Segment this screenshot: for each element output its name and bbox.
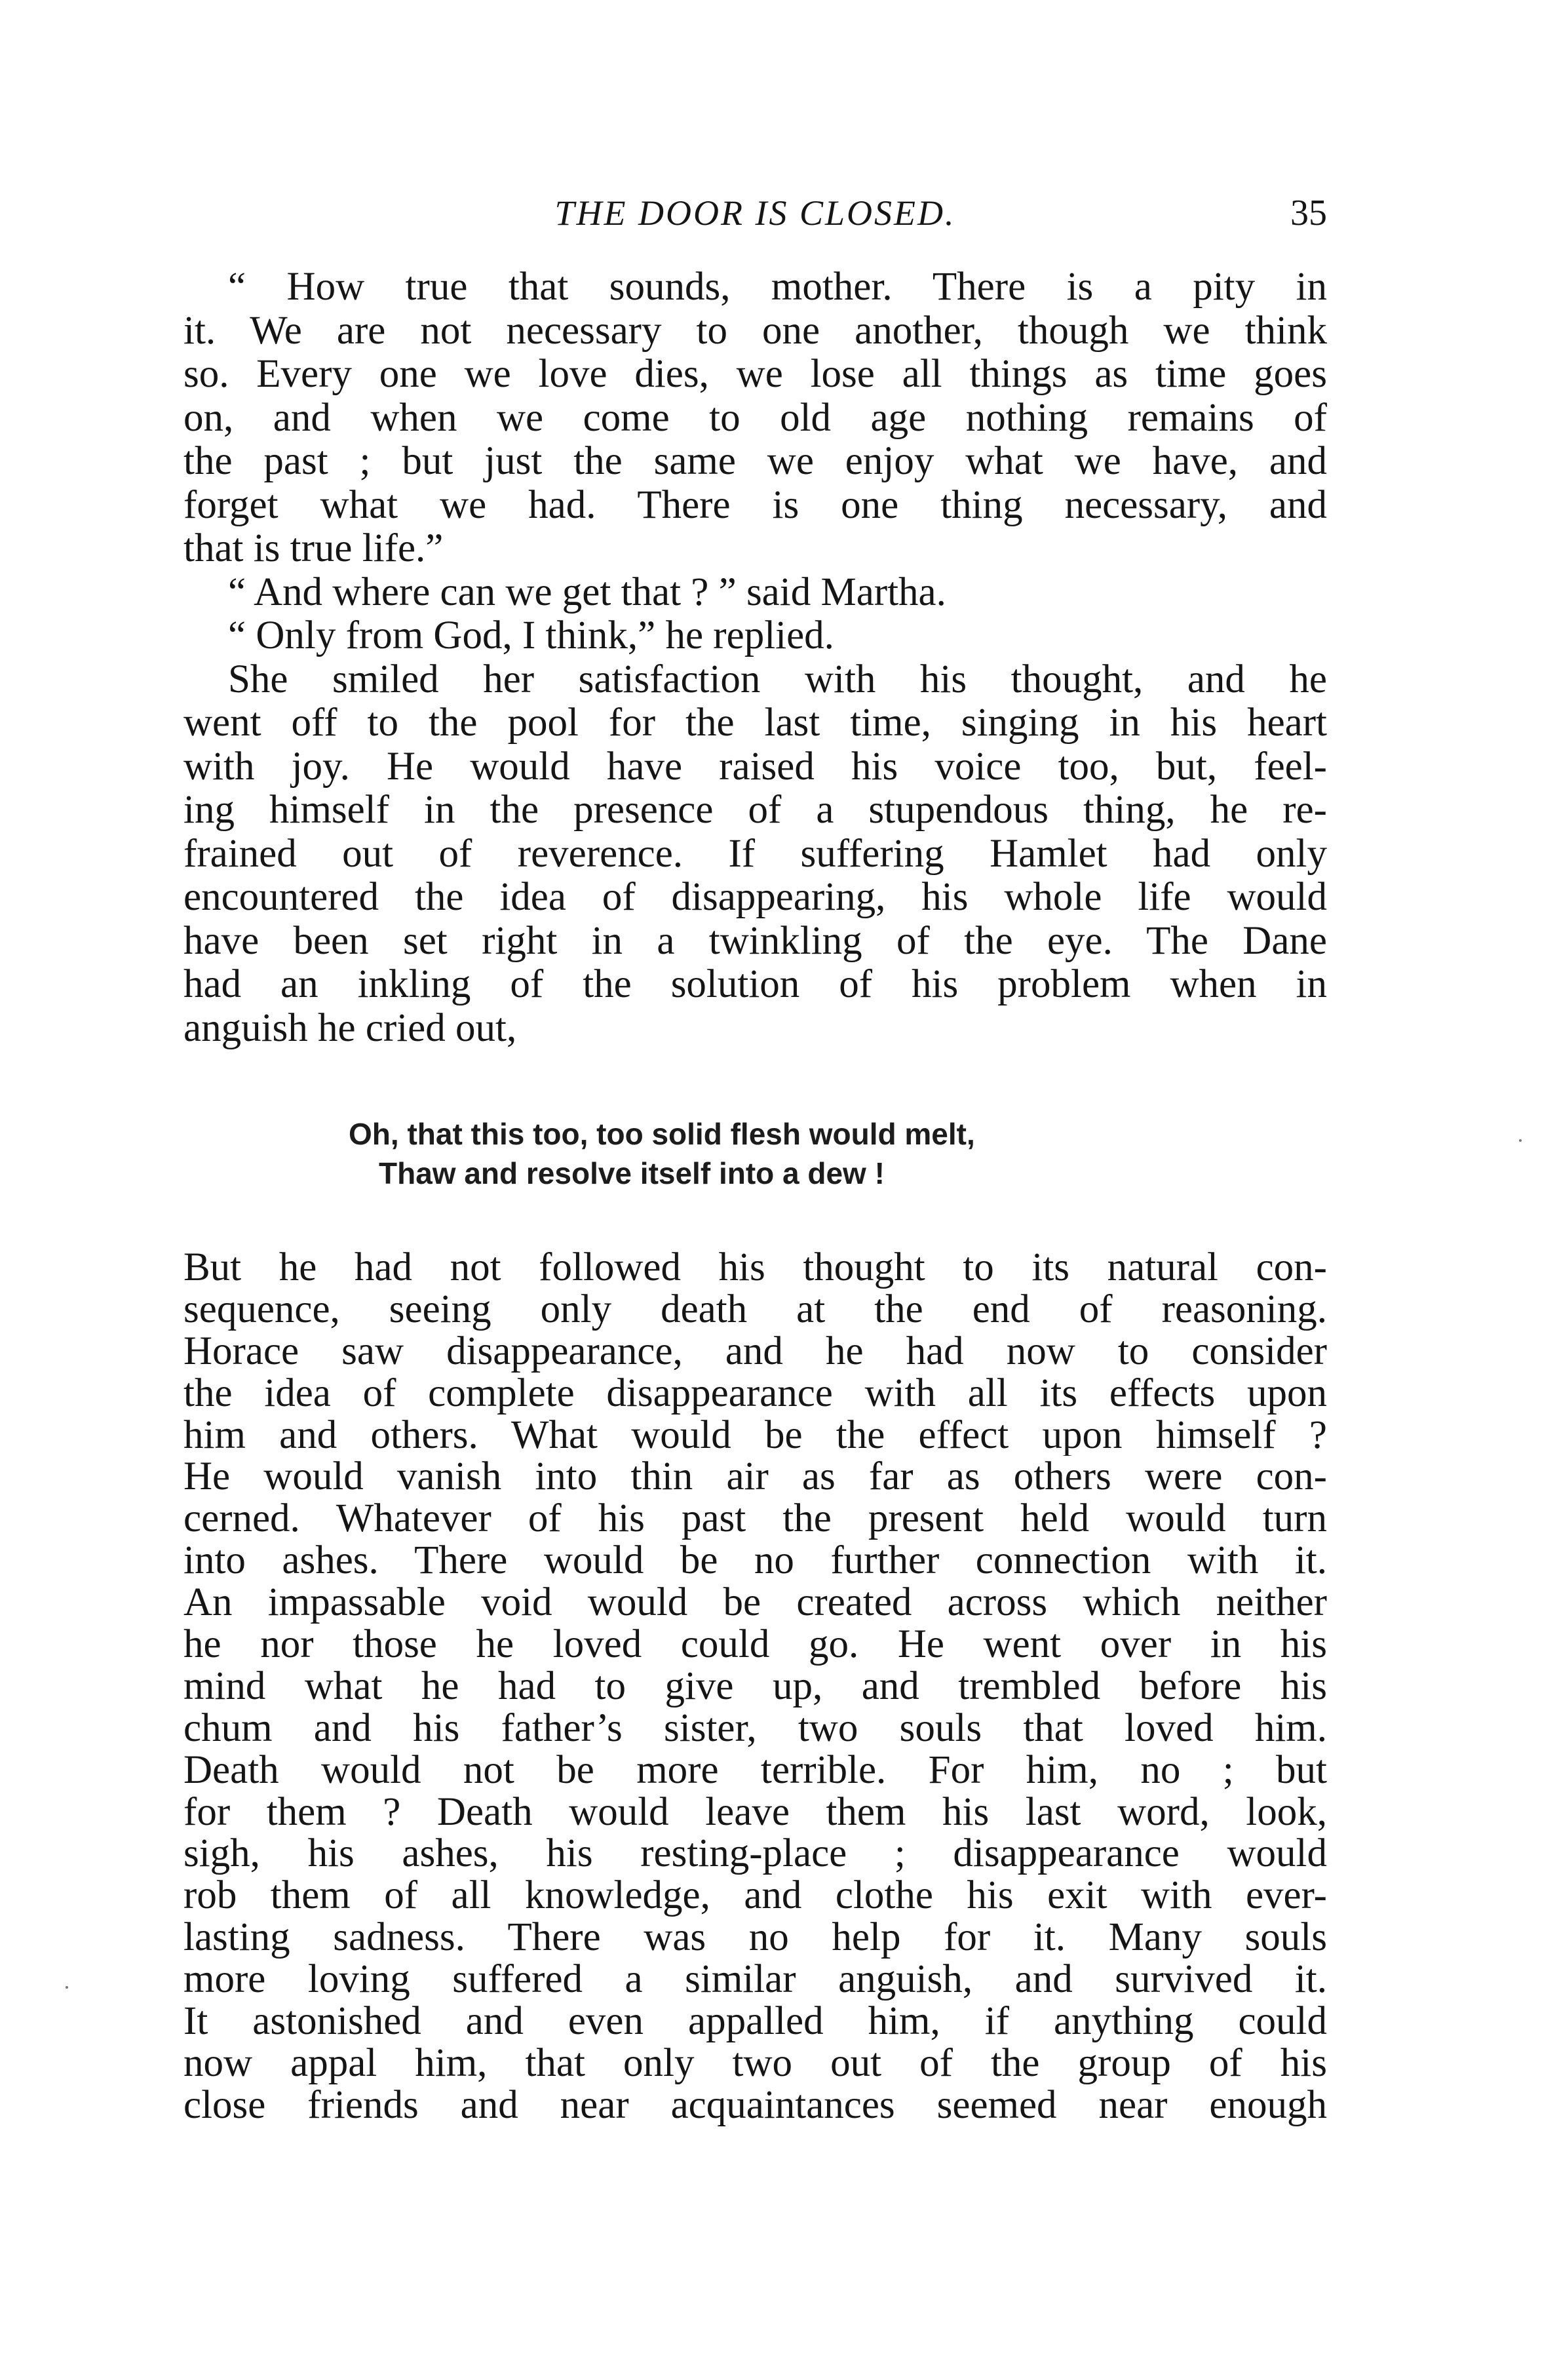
text-line: encountered the idea of disappearing, his whole life would [183, 876, 1327, 919]
paper-speck [1519, 1139, 1522, 1142]
text-line: She smiled her satisfaction with his thought, and he [228, 657, 1327, 701]
text-line: chum and his father’s sister, two souls that loved him. [183, 1707, 1327, 1749]
text-line: now appal him, that only two out of the group of his [183, 2042, 1327, 2084]
text-line: so. Every one we love dies, we lose all things as time goes [183, 353, 1327, 396]
text-line: mind what he had to give up, and trembled before his [183, 1665, 1327, 1707]
text-line: rob them of all knowledge, and clothe his exit with ever- [183, 1875, 1327, 1917]
text-line: went off to the pool for the last time, singing in his heart [183, 701, 1327, 745]
text-line: anguish he cried out, [183, 1006, 517, 1050]
text-line: with joy. He would have raised his voice too, but, feel- [183, 745, 1327, 789]
text-line: An impassable void would be created across which neither [183, 1582, 1327, 1624]
text-line: sequence, seeing only death at the end of reasoning. [183, 1288, 1327, 1331]
text-line: have been set right in a twinkling of the eye. The Dane [183, 919, 1327, 963]
text-line: “ And where can we get that ? ” said Martha. [228, 570, 946, 614]
text-line: on, and when we come to old age nothing remains of [183, 396, 1327, 440]
text-line: he nor those he loved could go. He went over in his [183, 1624, 1327, 1666]
text-line: more loving suffered a similar anguish, and survived it. [183, 1959, 1327, 2001]
verse-line: Oh, that this too, too solid flesh would melt, [349, 1117, 975, 1151]
text-line: forget what we had. There is one thing necessary, and [183, 483, 1327, 527]
paper-speck [66, 1986, 68, 1989]
text-line: frained out of reverence. If suffering Hamlet had only [183, 832, 1327, 876]
verse-line: Thaw and resolve itself into a dew ! [379, 1156, 885, 1190]
running-title: THE DOOR IS CLOSED. [554, 193, 956, 233]
body-text-bottom [183, 1247, 1327, 2126]
text-line: “ Only from God, I think,” he replied. [228, 614, 834, 657]
text-line: the idea of complete disappearance with all its effects upon [183, 1372, 1327, 1414]
text-line: it. We are not necessary to one another, though we think [183, 309, 1327, 353]
text-line: sigh, his ashes, his resting-place ; disappearance would [183, 1833, 1327, 1875]
page-header [183, 187, 1327, 239]
text-line: It astonished and even appalled him, if anything could [183, 2000, 1327, 2042]
text-line: him and others. What would be the effect upon himself ? [183, 1414, 1327, 1456]
text-line: Death would not be more terrible. For him, no ; but [183, 1749, 1327, 1791]
text-line: close friends and near acquaintances seemed near enough [183, 2084, 1327, 2126]
text-line: cerned. Whatever of his past the present held would turn [183, 1498, 1327, 1540]
text-line: the past ; but just the same we enjoy what we have, and [183, 440, 1327, 483]
text-line: He would vanish into thin air as far as others were con- [183, 1456, 1327, 1498]
text-line: that is true life.” [183, 527, 444, 570]
text-line: Horace saw disappearance, and he had now to consider [183, 1330, 1327, 1373]
text-line: lasting sadness. There was no help for it. Many souls [183, 1917, 1327, 1959]
text-line: “ How true that sounds, mother. There is a pity in [228, 265, 1327, 309]
text-line: But he had not followed his thought to its natural con- [183, 1247, 1327, 1289]
verse-quotation [349, 1114, 975, 1193]
page-number: 35 [1290, 193, 1327, 233]
text-line: for them ? Death would leave them his last word, look, [183, 1791, 1327, 1833]
text-line: into ashes. There would be no further connection with it. [183, 1540, 1327, 1582]
text-line: had an inkling of the solution of his problem when in [183, 963, 1327, 1006]
body-text-top [183, 265, 1327, 1050]
text-line: ing himself in the presence of a stupendous thing, he re- [183, 789, 1327, 832]
